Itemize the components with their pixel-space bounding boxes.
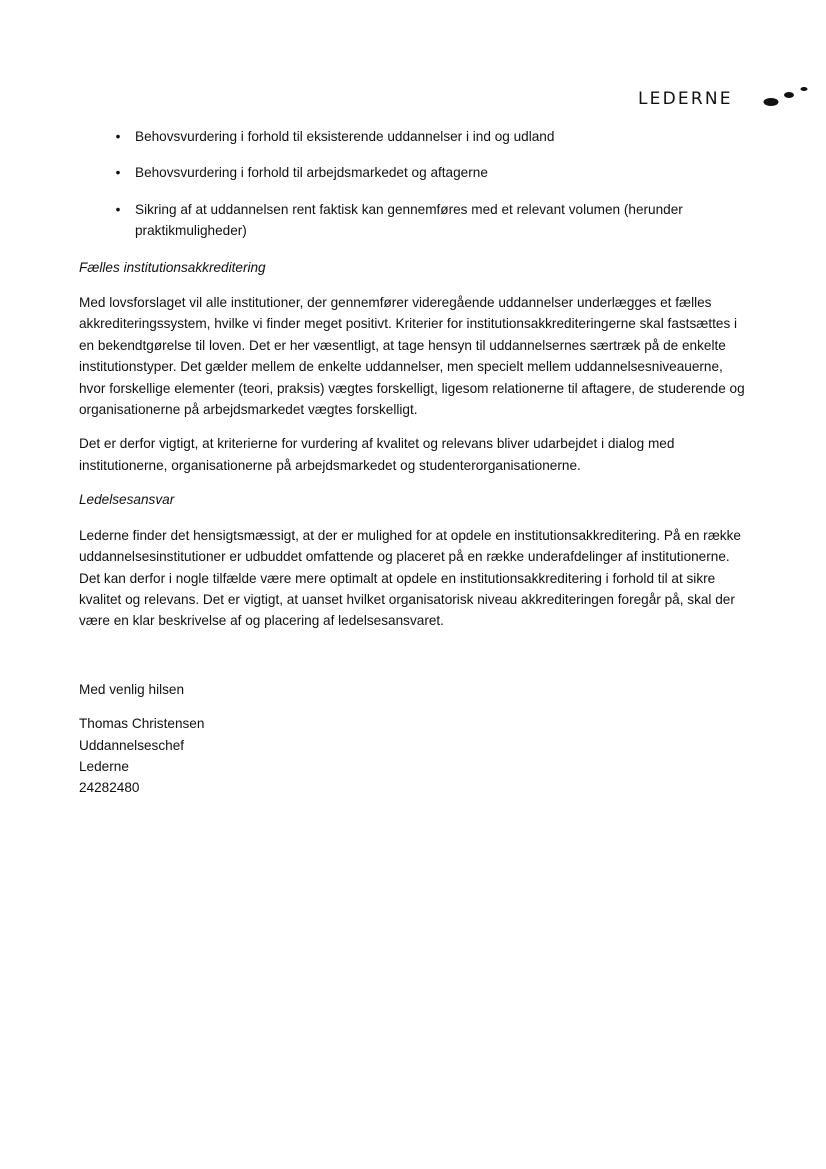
logo-dots-icon xyxy=(760,86,812,112)
signer-phone: 24282480 xyxy=(79,780,140,796)
list-item xyxy=(79,126,751,147)
logo-text: LEDERNE xyxy=(638,89,733,109)
letter-body xyxy=(79,126,751,799)
bullet-text: Sikring af at uddannelsen rent faktisk kan gennemføres med et relevant volumen (herunder praktikmuligheder) xyxy=(135,201,683,239)
signer-name: Thomas Christensen xyxy=(79,716,205,732)
closing-greeting: Med venlig hilsen xyxy=(79,681,185,697)
lederne-logo xyxy=(636,86,812,112)
bullet-icon: • xyxy=(115,165,121,181)
signer-organization: Lederne xyxy=(79,758,129,774)
bullet-icon: • xyxy=(115,129,121,144)
section-heading-ledelsesansvar: Ledelsesansvar xyxy=(79,492,175,508)
bullet-list xyxy=(79,126,751,242)
signature-block xyxy=(79,679,751,799)
bullet-icon: • xyxy=(115,201,121,217)
paragraph: Med lovsforslaget vil alle institutioner, der gennemfører videregående uddannelser underlægges et fælles akkrediteringssystem, hvilke vi finder meget positivt. Kriterier for institutionsakkrediteringerne skal fastsættes i en bekendtgørelse til loven. Det er her væsentligt, at tage hensyn til uddannelsernes særtræk på de enkelte institutionstyper. Det gælder mellem de enkelte uddannelser, men specielt mellem uddannelsesniveauerne, hvor forskellige elementer (teori, praksis) vægtes forskelligt, ligesom relationerne til aftagere, de studerende og organisationerne på arbejdsmarkedet vægtes forskelligt. xyxy=(79,295,745,418)
bullet-text: Behovsvurdering i forhold til arbejdsmarkedet og aftagerne xyxy=(135,165,488,181)
signer-title: Uddannelseschef xyxy=(79,737,185,753)
list-item xyxy=(79,199,751,242)
paragraph: Lederne finder det hensigtsmæssigt, at der er mulighed for at opdele en institutionsakkreditering. På en række uddannelsesinstitutioner er udbuddet omfattende og placeret på en række underafdelinger af institutionerne. Det kan derfor i nogle tilfælde være mere optimalt at opdele en institutionsakkreditering i forhold til at sikre kvalitet og relevans. Det er vigtigt, at uanset hvilket organisatorisk niveau akkrediteringen foregår på, skal der være en klar beskrivelse af og placering af ledelsesansvaret. xyxy=(79,527,741,629)
bullet-text: Behovsvurdering i forhold til eksisterende uddannelser i ind og udland xyxy=(135,129,555,144)
paragraph: Det er derfor vigtigt, at kriterierne for vurdering af kvalitet og relevans bliver udarbejdet i dialog med institutionerne, organisationerne på arbejdsmarkedet og studenterorganisationerne. xyxy=(79,436,675,473)
list-item xyxy=(79,162,751,183)
section-heading-faelles: Fælles institutionsakkreditering xyxy=(79,259,266,275)
